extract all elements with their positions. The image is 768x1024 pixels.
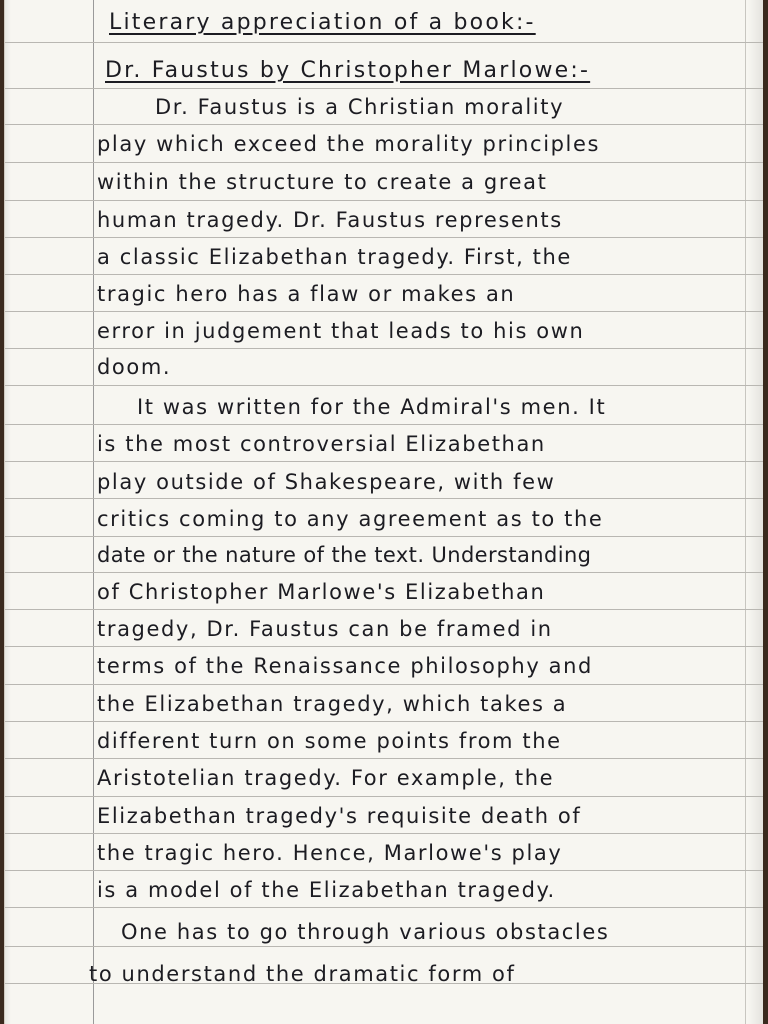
ruled-line xyxy=(5,348,763,349)
ruled-line xyxy=(5,124,763,125)
text-line: of Christopher Marlowe's Elizabethan xyxy=(97,580,546,604)
ruled-line xyxy=(5,200,763,201)
text-line: Dr. Faustus is a Christian morality xyxy=(155,95,565,119)
ruled-line xyxy=(5,572,763,573)
text-line: the tragic hero. Hence, Marlowe's play xyxy=(97,841,563,865)
ruled-line xyxy=(5,311,763,312)
text-line: human tragedy. Dr. Faustus represents xyxy=(97,208,563,232)
ruled-line xyxy=(5,796,763,797)
notebook-page xyxy=(4,0,763,1024)
ruled-line xyxy=(5,162,763,163)
text-line: It was written for the Admiral's men. It xyxy=(137,395,607,419)
text-line: date or the nature of the text. Understanding xyxy=(97,543,592,567)
page-title: Literary appreciation of a book:- xyxy=(109,10,536,35)
ruled-line xyxy=(5,461,763,462)
ruled-line xyxy=(5,684,763,685)
ruled-line xyxy=(5,833,763,834)
text-line: critics coming to any agreement as to the xyxy=(97,507,604,531)
ruled-line xyxy=(5,237,763,238)
ruled-line xyxy=(5,870,763,871)
text-line: the Elizabethan tragedy, which takes a xyxy=(97,692,568,716)
ruled-line xyxy=(5,498,763,499)
text-line: within the structure to create a great xyxy=(97,170,548,194)
text-line: error in judgement that leads to his own xyxy=(97,319,585,343)
text-line: terms of the Renaissance philosophy and xyxy=(97,654,593,678)
page-subtitle: Dr. Faustus by Christopher Marlowe:- xyxy=(105,58,591,83)
ruled-line xyxy=(5,609,763,610)
text-line: to understand the dramatic form of xyxy=(89,962,516,986)
text-line: is the most controversial Elizabethan xyxy=(97,432,546,456)
text-line: different turn on some points from the xyxy=(97,729,562,753)
ruled-line xyxy=(5,42,763,43)
ruled-line xyxy=(5,907,763,908)
text-line: a classic Elizabethan tragedy. First, the xyxy=(97,245,572,269)
text-line: Aristotelian tragedy. For example, the xyxy=(97,766,555,790)
text-line: doom. xyxy=(97,355,172,379)
ruled-line xyxy=(5,385,763,386)
text-line: play outside of Shakespeare, with few xyxy=(97,470,556,494)
ruled-line xyxy=(5,536,763,537)
text-line: tragic hero has a flaw or makes an xyxy=(97,282,516,306)
ruled-line xyxy=(5,646,763,647)
ruled-line xyxy=(5,721,763,722)
text-line: One has to go through various obstacles xyxy=(121,920,610,944)
text-line: play which exceed the morality principles xyxy=(97,132,601,156)
ruled-line xyxy=(5,274,763,275)
ruled-line xyxy=(5,424,763,425)
text-line: tragedy, Dr. Faustus can be framed in xyxy=(97,617,553,641)
ruled-line xyxy=(5,88,763,89)
text-line: Elizabethan tragedy's requisite death of xyxy=(97,804,582,828)
ruled-line xyxy=(5,758,763,759)
text-line: is a model of the Elizabethan tragedy. xyxy=(97,878,556,902)
ruled-line xyxy=(5,946,763,947)
